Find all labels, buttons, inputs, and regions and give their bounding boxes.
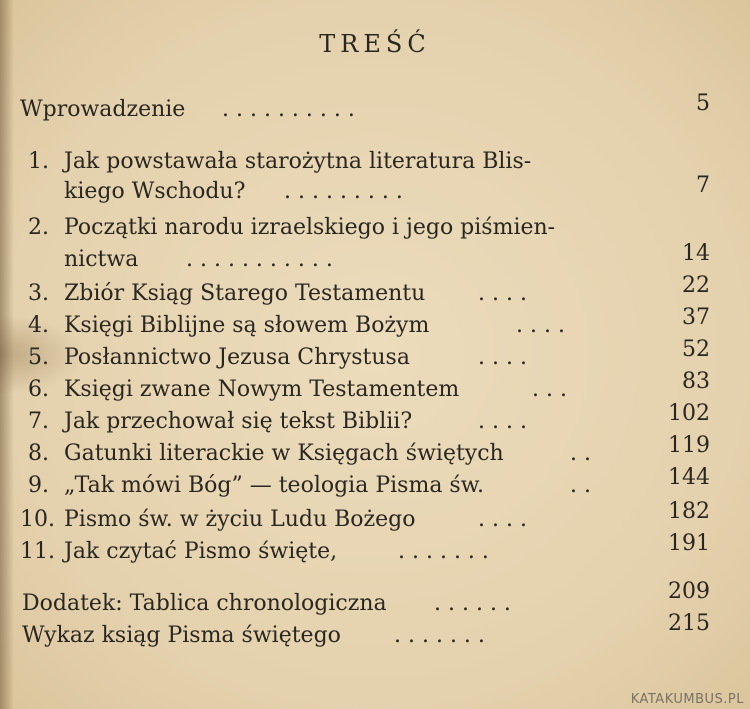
toc-entry-1-title-line1: Jak powstawała starożytna literatura Blis- (64, 149, 532, 174)
toc-entry-8-number: 8. (28, 441, 49, 466)
toc-entry-10-page: 182 (668, 499, 710, 524)
toc-entry-11-leader: . . . . . . . (398, 539, 489, 564)
toc-entry-3-number: 3. (28, 281, 49, 306)
toc-entry-intro-leader: . . . . . . . . . . (222, 97, 355, 122)
toc-entry-7-leader: . . . . (478, 409, 527, 434)
toc-entry-5-leader: . . . . (478, 345, 527, 370)
toc-entry-7-title: Jak przechował się tekst Biblii? (64, 409, 413, 434)
toc-entry-8-title: Gatunki literackie w Księgach świętych (64, 441, 504, 466)
toc-entry-intro-page: 5 (696, 91, 710, 116)
toc-entry-2-number: 2. (28, 215, 49, 240)
toc-entry-books-list-title: Wykaz ksiąg Pisma świętego (22, 623, 341, 648)
toc-entry-9-leader: . . (570, 473, 591, 498)
toc-entry-4-title: Księgi Biblijne są słowem Bożym (64, 313, 430, 338)
toc-entry-8-page: 119 (668, 433, 710, 458)
toc-entry-9-number: 9. (28, 473, 49, 498)
toc-entry-1-title-line2: kiego Wschodu? (64, 179, 246, 204)
toc-entry-appendix-leader: . . . . . . (434, 591, 511, 616)
toc-entry-3-leader: . . . . (478, 281, 527, 306)
toc-entry-appendix-page: 209 (668, 579, 710, 604)
toc-entry-7-page: 102 (668, 401, 710, 426)
toc-entry-5-page: 52 (682, 337, 710, 362)
toc-entry-9-title: „Tak mówi Bóg” — teologia Pisma św. (64, 473, 484, 498)
toc-entry-9-page: 144 (668, 465, 710, 490)
toc-entry-11-title: Jak czytać Pismo święte, (64, 539, 338, 564)
toc-entry-10-leader: . . . . (478, 507, 527, 532)
toc-entry-books-list-leader: . . . . . . . (394, 623, 485, 648)
toc-entry-2-page: 14 (682, 241, 710, 266)
toc-entry-1-number: 1. (28, 149, 49, 174)
toc-entry-3-page: 22 (682, 273, 710, 298)
toc-entry-1-leader: . . . . . . . . . (284, 179, 403, 204)
toc-entry-4-leader: . . . . (516, 313, 565, 338)
toc-entry-6-leader: . . . (532, 377, 567, 402)
toc-entry-10-number: 10. (20, 507, 55, 532)
toc-entry-1-page: 7 (696, 173, 710, 198)
toc-entry-4-number: 4. (28, 313, 49, 338)
toc-entry-2-title-line2: nictwa (64, 247, 139, 272)
toc-entry-books-list-page: 215 (668, 611, 710, 636)
toc-entry-4-page: 37 (682, 305, 710, 330)
watermark: KATAKUMBUS.PL (630, 692, 744, 707)
toc-entry-appendix-title: Dodatek: Tablica chronologiczna (22, 591, 387, 616)
toc-entry-6-title: Księgi zwane Nowym Testamentem (64, 377, 460, 402)
toc-entry-6-number: 6. (28, 377, 49, 402)
toc-entry-2-leader: . . . . . . . . . . . (186, 247, 333, 272)
toc-entry-5-number: 5. (28, 345, 49, 370)
toc-entry-3-title: Zbiór Ksiąg Starego Testamentu (64, 281, 426, 306)
toc-entry-8-leader: . . (570, 441, 591, 466)
toc-entry-7-number: 7. (28, 409, 49, 434)
toc-entry-10-title: Pismo św. w życiu Ludu Bożego (64, 507, 416, 532)
toc-entry-6-page: 83 (682, 369, 710, 394)
toc-entry-intro-title: Wprowadzenie (20, 97, 186, 122)
toc-entry-11-page: 191 (668, 531, 710, 556)
toc-entry-11-number: 11. (20, 539, 55, 564)
page-title: TREŚĆ (319, 30, 431, 58)
toc-entry-2-title-line1: Początki narodu izraelskiego i jego piśmien- (64, 215, 556, 240)
toc-entry-5-title: Posłannictwo Jezusa Chrystusa (64, 345, 410, 370)
